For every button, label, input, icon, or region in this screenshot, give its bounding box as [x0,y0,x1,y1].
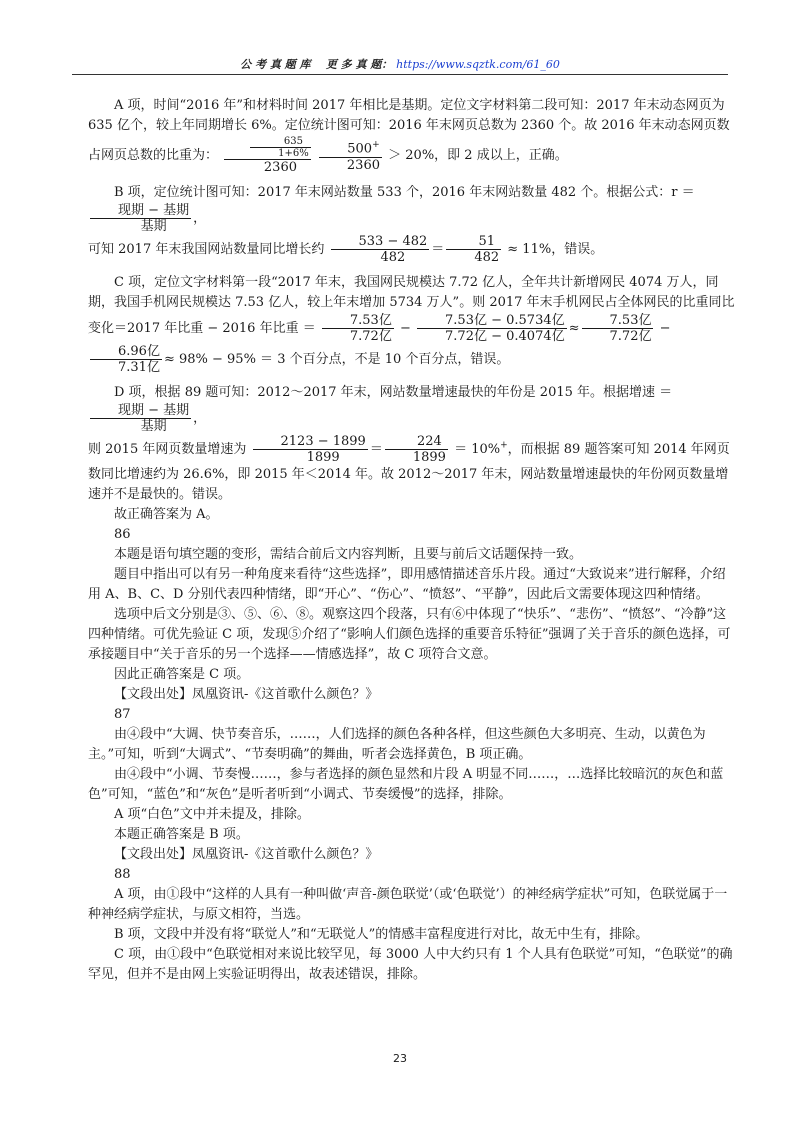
q86-source: 【文段出处】凤凰资讯-《这首歌什么颜色？》 [114,687,379,702]
small-frac-den: 1+6% [278,148,309,159]
frac-den: 7.72亿 − 0.4074亿 [445,329,565,344]
growth-formula [90,203,191,234]
page-number: 23 [393,1052,407,1065]
q87-paragraph-1: 由④段中“大调、快节奏音乐，……，人们选择的颜色各种各样，但这些颜色大多明亮、生动，以黄色为主。”可知，听到“大调式”、“节奏明确”的舞曲，听者会选择黄色，B 项正确。 [88,727,706,762]
q88-paragraph-3: C 项，由①段中“色联觉相对来说比较罕见，每 3000 人中大约只有 1 个人具有色联觉”可知，“色联觉”的确罕见，但并不是由网上实验证明得出，故表述错误，排除。 [88,947,733,982]
frac-num: 7.53亿 − 0.5734亿 [417,313,567,329]
frac-den: 482 [474,250,500,265]
option-a-conclusion: ＞ 20%，即 2 成以上，正确。 [388,148,568,163]
punct: ， [193,411,207,426]
option-d-fraction-1 [253,434,368,465]
option-c-fraction-4 [90,344,162,375]
option-b-fraction-2 [446,234,501,265]
option-a-fraction-2 [319,138,382,172]
q87-paragraph-3: A 项“白色”文中并未提及，排除。 [114,807,310,822]
frac-den: 基期 [140,219,167,234]
option-a-analysis [88,96,738,175]
frac-num: 现期 − 基期 [90,403,191,419]
option-c-fraction-2 [417,313,567,344]
frac-den: 482 [380,250,406,265]
option-c-text: C 项，定位文字材料第一段“2017 年末，我国网民规模达 7.72 亿人，全年共计新增网民 4074 万人，同期，我国手机网民规模达 7.53 亿人，较上年末增加 5734 万人”。则 2017 年末手机网民占全体网民的比重同比变化＝2017 年比重 − 2016 年比重 ＝ [88,275,735,336]
option-b-text-2: 可知 2017 年末我国网站数量同比增长约 [88,242,325,257]
frac-den: 7.72亿 [609,329,652,344]
minus-sign: − [659,321,671,336]
growth-formula [90,403,191,434]
small-frac-num: 635 [250,136,311,148]
frac-sup: + [372,140,380,151]
result-sup: + [500,440,508,451]
frac-num: 7.53亿 [322,313,394,329]
option-b-conclusion: ≈ 11%，错误。 [507,242,604,257]
frac-den: 1899 [412,450,446,465]
punct: ， [193,211,207,226]
frac-num: 2123 − 1899 [253,434,368,450]
frac-num: 现期 − 基期 [90,203,191,219]
frac-num: 500 [347,141,373,157]
option-a-text: A 项，时间“2016 年”和材料时间 2017 年相比是基期。定位文字材料第二段可知：2017 年末动态网页为 635 亿个，较上年同期增长 6%。定位统计图可知：2016 年末网页总数为 2360 个。故 2016 年末动态网页数占网页总数的比重为： [88,98,730,163]
minus-sign: − [399,321,411,336]
option-d-text: D 项，根据 89 题可知：2012～2017 年末，网站数量增速最快的年份是 2015 年。根据增速 ＝ [114,385,673,400]
q86-paragraph-3: 选项中后文分别是③、⑤、⑥、⑧。观察这四个段落，只有⑥中体现了“快乐”、“悲伤”、“愤怒”、“冷静”这四种情绪。可优先验证 C 项，发现⑤介绍了“影响人们颜色选择的重要音乐特征”强调了关于音乐的颜色选择，可承接题目中“关于音乐的另一个选择——情感选择”，故 C 项符合文意。 [88,607,731,662]
q87-answer: 本题正确答案是 B 项。 [114,827,249,842]
header-divider [72,74,728,75]
frac-den: 7.31亿 [118,360,160,375]
question-number-88: 88 [114,867,131,882]
header-url-link[interactable]: https://www.sqztk.com/61_60 [396,58,560,71]
page-header [90,56,710,72]
header-brand: 公 考 真 题 库 [240,58,311,71]
frac-den: 7.72亿 [349,329,392,344]
q86-answer: 因此正确答案是 C 项。 [114,667,250,682]
frac-num: 533 − 482 [331,234,430,250]
frac-num: 224 [385,434,448,450]
question-number-87: 87 [114,707,131,722]
frac-den: 2360 [263,160,297,175]
q88-paragraph-1: A 项，由①段中“这样的人具有一种叫做‘声音-颜色联觉’（或‘色联觉’）的神经病学症状”可知，色联觉属于一种神经病学症状，与原文相符，当选。 [88,887,728,922]
option-c-fraction-3 [582,313,654,344]
question-number-86: 86 [114,527,131,542]
option-d-text-2: 则 2015 年网页数量增速为 [88,442,247,457]
option-d-result: ＝ 10% [454,442,501,457]
option-d-conclusion: ，而根据 89 题答案可知 2014 年网页数同比增速约为 26.6%，即 2015 年＜2014 年。故 2012～2017 年末，网站数量增速最快的年份网页数量增速并不是最快的。错误。 [88,442,730,502]
option-d-fraction-2 [385,434,448,465]
frac-den: 基期 [140,419,167,434]
option-a-fraction-1 [224,136,311,175]
frac-den: 1899 [306,450,340,465]
option-c-conclusion: ≈ 98% − 95% ＝ 3 个百分点，不是 10 个百分点，错误。 [163,352,510,367]
equals-sign: ＝ [431,242,445,257]
page-content [88,96,738,985]
frac-num: 7.53亿 [582,313,654,329]
q88-paragraph-2: B 项，文段中并没有将“联觉人”和“无联觉人”的情感丰富程度进行对比，故无中生有，排除。 [114,927,649,942]
equals-sign: ＝ [369,442,383,457]
option-c-analysis [88,273,738,375]
q87-paragraph-2: 由④段中“小调、节奏慢……，参与者选择的颜色显然和片段 A 明显不同……，…选择比较暗沉的灰色和蓝色”可知，“蓝色”和“灰色”是听者听到“小调式、节奏缓慢”的选择，排除。 [88,767,724,802]
option-b-text: B 项，定位统计图可知：2017 年末网站数量 533 个，2016 年末网站数量 482 个。根据公式：r ＝ [114,185,695,200]
header-more: 更 多 真 题： [325,58,393,71]
frac-den: 2360 [346,157,380,173]
q87-source: 【文段出处】凤凰资讯-《这首歌什么颜色？》 [114,847,379,862]
option-b-analysis [88,183,738,265]
q86-paragraph-2: 题目中指出可以有另一种角度来看待“这些选择”，即用感情描述音乐片段。通过“大致说来”进行解释，介绍用 A、B、C、D 分别代表四种情绪，即“开心”、“伤心”、“愤怒”、“平静”，因此后文需要体现这四种情绪。 [88,567,726,602]
frac-num: 6.96亿 [90,344,162,360]
option-d-analysis [88,383,738,505]
approx-sign: ≈ [568,321,580,336]
q86-paragraph-1: 本题是语句填空题的变形，需结合前后文内容判断，且要与前后文话题保持一致。 [114,547,583,562]
option-c-fraction-1 [322,313,394,344]
option-b-fraction-1 [331,234,430,265]
answer-86-prev: 故正确答案为 A。 [114,507,219,522]
frac-num: 51 [446,234,501,250]
